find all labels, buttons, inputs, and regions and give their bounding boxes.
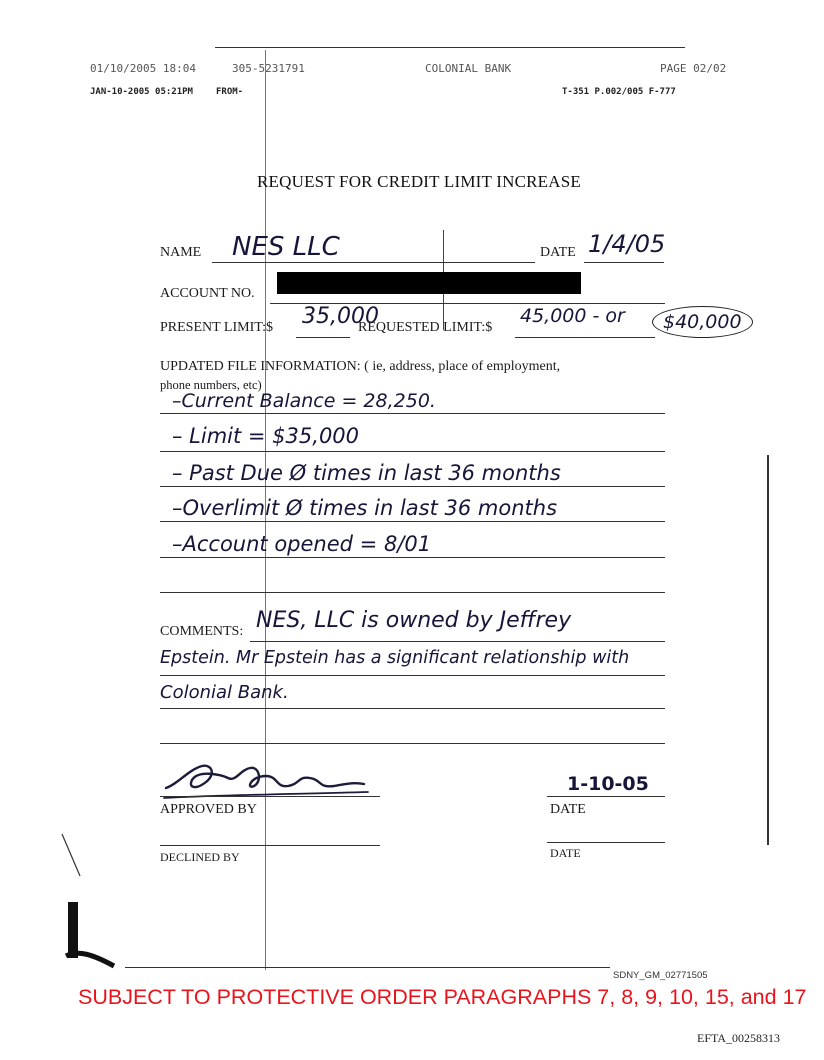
fax-header-phone: 305-5231791	[232, 62, 305, 75]
account-redaction	[277, 272, 581, 294]
fax-header-timestamp: JAN-10-2005 05:21PM	[90, 87, 193, 97]
requested-limit-label: REQUESTED LIMIT:$	[358, 320, 493, 335]
approved-by-underline	[160, 796, 380, 797]
requested-limit-value: 45,000 - or	[520, 305, 625, 327]
declined-by-underline	[160, 845, 380, 846]
name-label: NAME	[160, 245, 202, 260]
declined-by-label: DECLINED BY	[160, 850, 240, 864]
comments-underline-2	[160, 675, 665, 676]
top-rule	[215, 47, 685, 48]
comments-line-1: NES, LLC is owned by Jeffrey	[256, 608, 572, 633]
present-limit-value: 35,000	[302, 304, 379, 329]
updated-info-underline-4	[160, 521, 665, 522]
approved-by-label: APPROVED BY	[160, 802, 257, 817]
approval-signature	[158, 748, 378, 806]
updated-info-underline-6	[160, 592, 665, 593]
updated-info-line-1: –Current Balance = 28,250.	[172, 390, 436, 412]
bates-number: SDNY_GM_02771505	[613, 970, 708, 981]
form-title: REQUEST FOR CREDIT LIMIT INCREASE	[257, 172, 581, 191]
updated-info-underline-5	[160, 557, 665, 558]
requested-limit-circled: $40,000	[652, 306, 753, 338]
comments-underline-1	[250, 641, 665, 642]
present-limit-label: PRESENT LIMIT:$	[160, 320, 273, 335]
scan-line-right	[767, 455, 769, 845]
fax-header-page: PAGE 02/02	[660, 62, 727, 75]
declined-date-label: DATE	[550, 846, 581, 860]
declined-date-underline	[547, 842, 665, 843]
date-underline	[584, 262, 664, 263]
bottom-rule	[125, 967, 610, 968]
updated-info-line-2: – Limit = $35,000	[172, 424, 360, 448]
updated-info-line-5: –Account opened = 8/01	[172, 532, 432, 556]
name-value: NES LLC	[232, 232, 340, 262]
updated-info-line-4: –Overlimit Ø times in last 36 months	[172, 496, 558, 520]
comments-line-2: Epstein. Mr Epstein has a significant relationship with	[160, 648, 630, 668]
comments-line-3: Colonial Bank.	[160, 682, 289, 703]
account-label: ACCOUNT NO.	[160, 286, 255, 301]
fax-header-bank: COLONIAL BANK	[425, 62, 512, 75]
efta-id: EFTA_00258313	[697, 1031, 781, 1045]
present-limit-underline	[296, 337, 350, 338]
date-value: 1/4/05	[588, 230, 666, 258]
updated-info-line-3: – Past Due Ø times in last 36 months	[172, 461, 561, 485]
scan-artifact	[58, 830, 128, 970]
comments-label: COMMENTS:	[160, 624, 244, 639]
updated-info-underline-2	[160, 451, 665, 452]
approved-date-value: 1-10-05	[567, 773, 649, 795]
name-underline	[212, 262, 535, 263]
approved-date-underline	[547, 796, 665, 797]
requested-limit-underline	[515, 337, 655, 338]
updated-info-underline-1	[160, 413, 665, 414]
approved-date-label: DATE	[550, 802, 586, 817]
fax-header-datetime: 01/10/2005 18:04	[90, 62, 196, 75]
updated-info-label: UPDATED FILE INFORMATION: ( ie, address, place of employment,	[160, 359, 561, 374]
date-label: DATE	[540, 245, 576, 260]
fax-header-transmission: T-351 P.002/005 F-777	[562, 87, 676, 97]
comments-underline-4	[160, 743, 665, 744]
updated-info-label-2: phone numbers, etc)	[160, 378, 262, 392]
fax-header-from: FROM-	[216, 87, 244, 97]
protective-order-notice: SUBJECT TO PROTECTIVE ORDER PARAGRAPHS 7, 8, 9, 10, 15, and 17	[78, 985, 807, 1009]
updated-info-underline-3	[160, 486, 665, 487]
comments-underline-3	[160, 708, 665, 709]
